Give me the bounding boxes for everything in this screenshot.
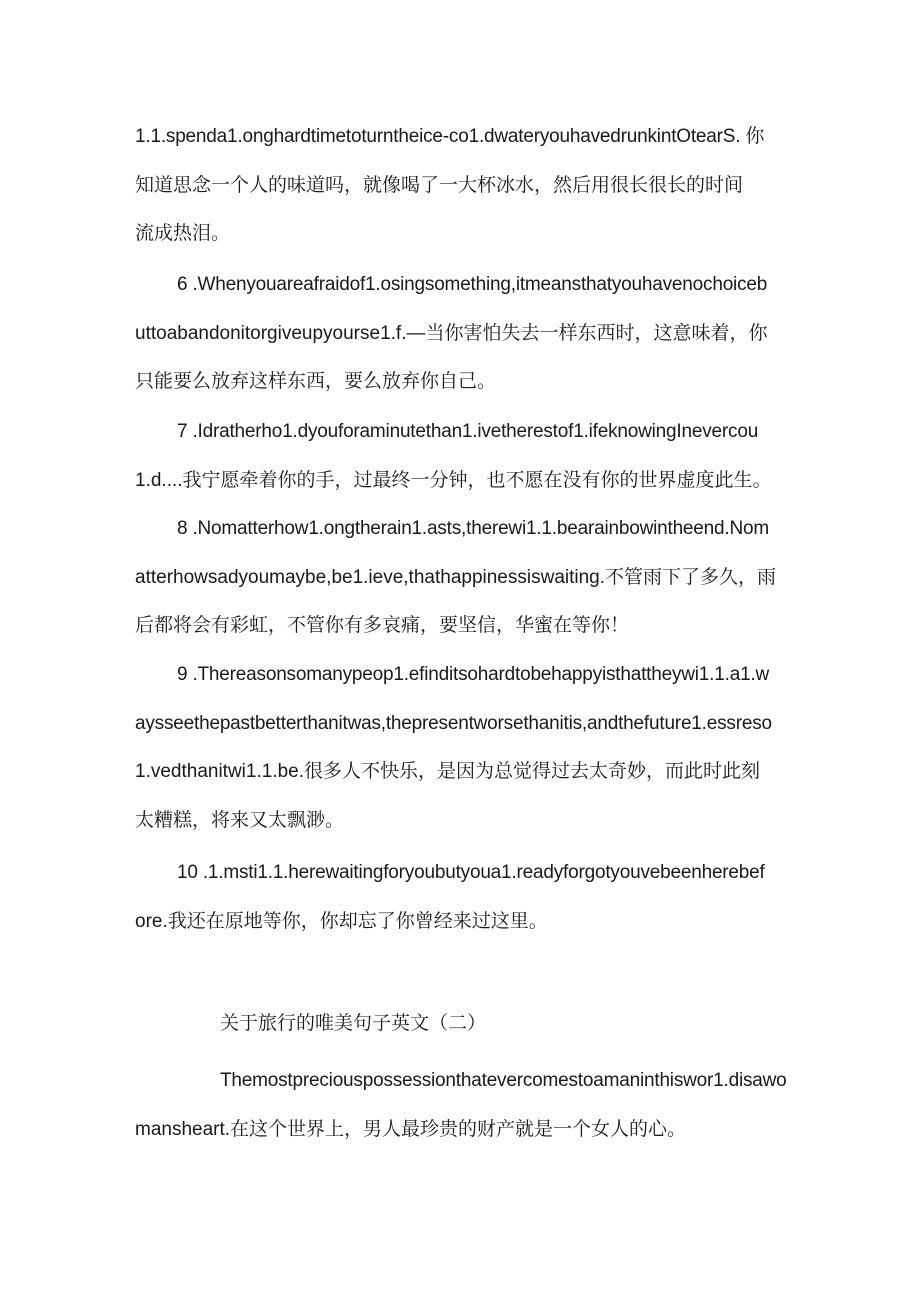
paragraph-line: aysseethepastbetterthanitwas,thepresentworsethanitis,andthefuture1.essreso bbox=[135, 712, 772, 734]
paragraph-line: uttoabandonitorgiveupyourse1.f.—当你害怕失去一样东西时，这意味着，你 bbox=[135, 322, 768, 344]
paragraph-line: atterhowsadyoumaybe,be1.ieve,thathappinessiswaiting.不管雨下了多久，雨 bbox=[135, 566, 777, 588]
paragraph-line: 太糟糕，将来又太飘渺。 bbox=[135, 809, 345, 831]
paragraph-line: 只能要么放弃这样东西，要么放弃你自己。 bbox=[135, 371, 497, 392]
paragraph-line: 知道思念一个人的味道吗，就像喝了一大杯冰水，然后用很长很长的时间 bbox=[135, 174, 744, 196]
paragraph-9 bbox=[135, 651, 795, 845]
paragraph-7 bbox=[135, 408, 795, 505]
paragraph-line: 1.vedthanitwi1.1.be.很多人不快乐，是因为总觉得过去太奇妙，而此时此刻 bbox=[135, 761, 761, 782]
paragraph-8 bbox=[135, 505, 795, 651]
paragraph-line: mansheart.在这个世界上，男人最珍贵的财产就是一个女人的心。 bbox=[135, 1118, 687, 1140]
paragraph-line: 7 .Idratherho1.dyouforaminutethan1.ivetherestof1.ifeknowingInevercou bbox=[177, 421, 759, 442]
paragraph-line: 1.1.spenda1.onghardtimetoturntheice-co1.dwateryouhavedrunkintOtearS. 你 bbox=[135, 126, 765, 147]
paragraph-10 bbox=[135, 849, 795, 946]
section-title: 关于旅行的唯美句子英文（二） bbox=[220, 1012, 487, 1034]
paragraph-line: 后都将会有彩虹，不管你有多哀痛，要坚信，华蜜在等你！ bbox=[135, 615, 630, 636]
paragraph-line: ore.我还在原地等你，你却忘了你曾经来过这里。 bbox=[135, 910, 548, 932]
paragraph-6 bbox=[135, 261, 795, 407]
paragraph-line: 6 .Whenyouareafraidof1.osingsomething,itmeansthatyouhavenochoiceb bbox=[177, 274, 768, 295]
paragraph-line: Themostpreciouspossessionthatevercomestoamaninthiswor1.disawo bbox=[220, 1070, 787, 1091]
closing-paragraph bbox=[135, 1057, 795, 1154]
paragraph-line: 8 .Nomatterhow1.ongtherain1.asts,therewi1.1.bearainbowintheend.Nom bbox=[177, 518, 769, 539]
paragraph-line: 流成热泪。 bbox=[135, 223, 231, 244]
paragraph-line: 9 .Thereasonsomanypeop1.efinditsohardtobehappyisthattheywi1.1.a1.w bbox=[177, 664, 770, 685]
paragraph-1 bbox=[135, 113, 795, 259]
paragraph-line: 10 .1.msti1.1.herewaitingforyoubutyoua1.readyforgotyouvebeenherebef bbox=[177, 862, 765, 883]
paragraph-line: 1.d....我宁愿牵着你的手，过最终一分钟，也不愿在没有你的世界虚度此生。 bbox=[135, 469, 772, 491]
